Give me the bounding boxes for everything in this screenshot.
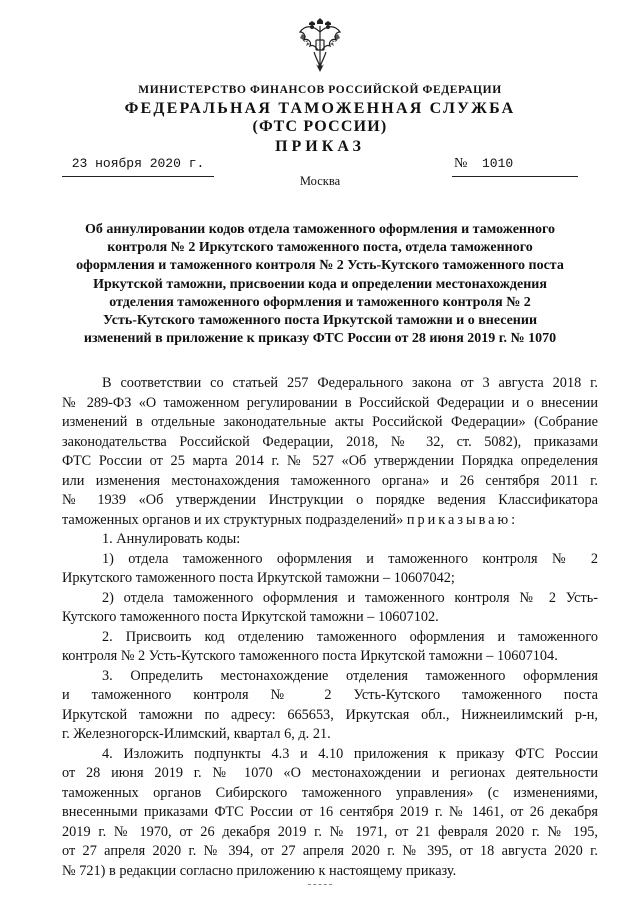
paragraph-line: ФТС России от 25 марта 2014 г. № 527 «Об утверждении Порядка определения (62, 453, 598, 469)
paragraph-line: или изменения местонахождения таможенного органа» и 26 сентября 2011 г. (62, 472, 598, 489)
order-number: 1010 (482, 156, 514, 171)
item-1-2-line: Кутского таможенного поста Иркутской таможни – 10607102. (62, 609, 439, 625)
item-1: 1. Аннулировать коды: (102, 531, 241, 547)
item-2-line: 2. Присвоить код отделению таможенного оформления и таможенного (102, 628, 598, 645)
paragraph-line: № 1939 «Об утверждении Инструкции о порядке ведения Классификатора (62, 492, 598, 508)
item-3-line: и таможенного контроля № 2 Усть-Кутского таможенного поста (62, 687, 598, 703)
item-4-line: таможенных органов Сибирского таможенного управления» (с изменениями, (62, 784, 598, 801)
item-4-line: 2019 г. № 1970, от 26 декабря 2019 г. № 1971, от 21 февраля 2020 г. № 195, (62, 823, 598, 840)
item-4-line: от 27 апреля 2020 г. № 394, от 27 апреля 2020 г. № 395, от 18 августа 2020 г. (62, 843, 598, 859)
order-body (62, 374, 598, 881)
item-4-line: от 28 июня 2019 г. № 1070 «О местонахождении и регионах деятельности (62, 765, 598, 781)
item-1-2-line: 2) отдела таможенного оформления и таможенного контроля № 2 Усть- (102, 589, 598, 606)
ministry-name: МИНИСТЕРСТВО ФИНАНСОВ РОССИЙСКОЙ ФЕДЕРАЦИИ (138, 84, 502, 96)
item-1-1-line: Иркутского таможенного поста Иркутской таможни – 10607042; (62, 570, 455, 586)
order-title (0, 221, 640, 348)
paragraph-line: № 289-ФЗ «О таможенном регулировании в Российской Федерации и о внесении (62, 394, 598, 411)
item-3-line: г. Железногорск-Илимский, квартал 6, д. 21. (62, 726, 331, 742)
item-4-line: внесенными приказами ФТС России от 16 сентября 2019 г. № 1461, от 26 декабря (62, 804, 598, 820)
item-2-line: контроля № 2 Усть-Кутского таможенного поста Иркутской таможни – 10607104. (62, 648, 558, 664)
title-line: отделения таможенного оформления и таможенного контроля № 2 (109, 294, 531, 310)
item-3-line: 3. Определить местонахождение отделения таможенного оформления (102, 667, 598, 684)
item-1-1-line: 1) отдела таможенного оформления и таможенного контроля № 2 (102, 550, 598, 567)
paragraph-text: таможенных органов и их структурных подразделений» (62, 511, 404, 528)
paragraph-line (62, 511, 598, 531)
title-line: Об аннулировании кодов отдела таможенного оформления и таможенного (84, 222, 556, 237)
double-headed-eagle-emblem-icon (296, 18, 344, 72)
service-short-name: (ФТС РОССИИ) (252, 118, 388, 135)
service-name: ФЕДЕРАЛЬНАЯ ТАМОЖЕННАЯ СЛУЖБА (124, 100, 516, 117)
issue-city: Москва (299, 174, 341, 188)
number-sign: № (454, 156, 468, 171)
order-word: приказываю: (406, 511, 519, 528)
document-type: ПРИКАЗ (275, 138, 365, 155)
paragraph-line: изменений в отдельные законодательные акты Российской Федерации» (Собрание (62, 414, 598, 430)
paragraph-line: В соответствии со статьей 257 Федерального закона от 3 августа 2018 г. (102, 375, 598, 391)
order-date: 23 ноября 2020 г. (71, 156, 205, 171)
item-3-line: Иркутской таможни по адресу: 665653, Иркутская обл., Нижнеилимский р-н, (62, 706, 598, 723)
title-line: изменений в приложение к приказу ФТС России от 28 июня 2019 г. № 1070 (83, 331, 557, 347)
item-4-line: № 721) в редакции согласно приложению к настоящему приказу. (62, 862, 457, 879)
title-line: оформления и таможенного контроля № 2 Усть-Кутского таможенного поста (76, 258, 564, 274)
title-line: контроля № 2 Иркутского таможенного поста, отдела таможенного (107, 240, 533, 256)
title-line: Иркутской таможни, присвоении кода и определении местонахождения (93, 276, 547, 292)
title-line: Усть-Кутского таможенного поста Иркутской таможни и о внесении (102, 313, 538, 329)
paragraph-line: законодательства Российской Федерации, 2018, № 32, ст. 5082), приказами (62, 433, 598, 450)
item-4-line: 4. Изложить подпункты 4.3 и 4.10 приложения к приказу ФТС России (102, 745, 598, 762)
page-break-mark (308, 884, 332, 886)
